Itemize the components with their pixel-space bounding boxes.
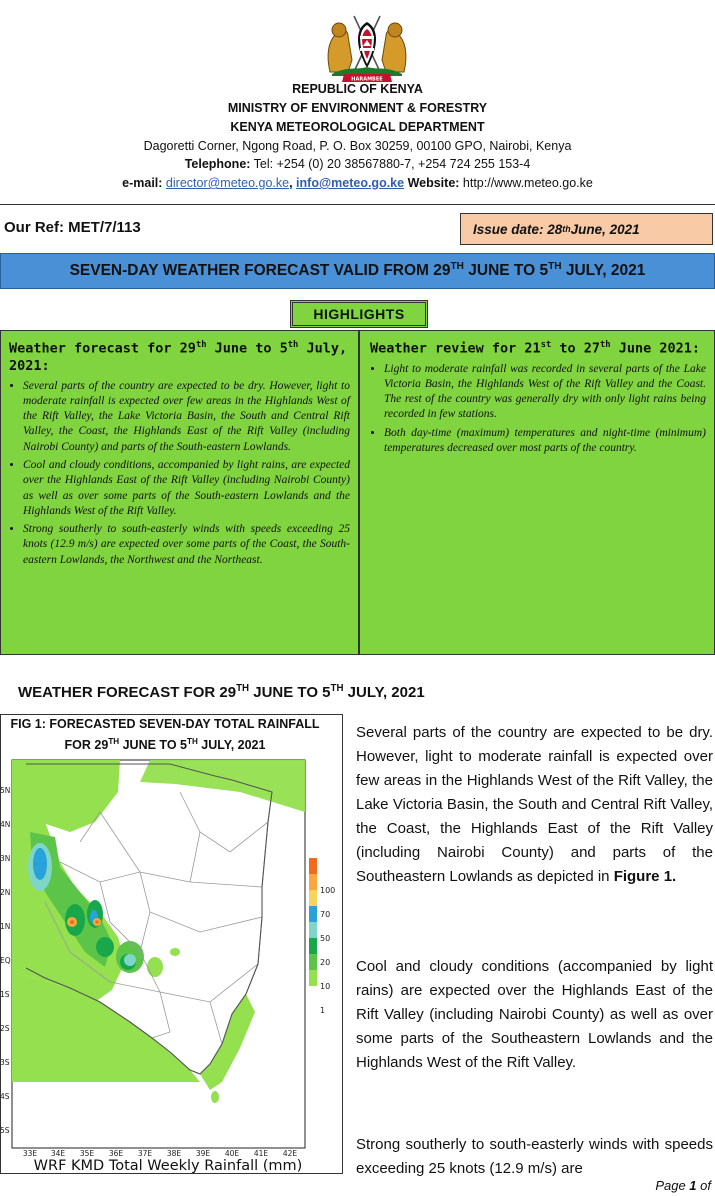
legend-label: 10 xyxy=(320,982,331,991)
lon-label: 36E xyxy=(108,1149,124,1158)
postal-address: Dagoretti Corner, Ngong Road, P. O. Box 30259, 00100 GPO, Nairobi, Kenya xyxy=(143,139,572,153)
rainfall-map xyxy=(0,752,343,1174)
forecast-title-bar xyxy=(0,253,715,289)
email-label: e-mail: xyxy=(122,176,166,190)
forecast-bullet: • Cool and cloudy conditions, accompanied by light rains, are expected over the Highlands East of the Rift Valley (including Nairobi County) as well as over some parts of the South-eastern Lowlands and the Highlands West of the Rift Valley. xyxy=(23,458,350,519)
motto-text: HARAMBEE xyxy=(351,76,383,82)
email-link-info[interactable]: info@meteo.go.ke xyxy=(296,176,405,190)
legend-swatch xyxy=(309,970,317,986)
issue-date-suffix: June, 2021 xyxy=(570,221,640,237)
lat-label: 4N xyxy=(0,820,11,829)
lon-label: 33E xyxy=(22,1149,38,1158)
website-link[interactable]: http://www.meteo.go.ke xyxy=(459,176,593,190)
lat-label: 4S xyxy=(0,1092,10,1101)
lat-label: EQ xyxy=(0,956,11,965)
legend-swatch xyxy=(309,874,317,890)
legend-swatch xyxy=(309,858,317,874)
lat-label: 1N xyxy=(0,922,11,931)
issue-date-sup: th xyxy=(562,224,571,234)
forecast-bullets xyxy=(9,379,350,569)
review-highlights-panel xyxy=(359,330,715,655)
figure-title xyxy=(0,716,330,754)
paragraph-winds: Strong southerly to south-easterly winds with speeds exceeding 25 knots (12.9 m/s) are xyxy=(356,1136,713,1177)
lat-label: 1S xyxy=(0,990,10,999)
review-bullet: • Both day-time (maximum) temperatures and night-time (minimum) temperatures decreased over most parts of the country. xyxy=(384,426,706,457)
lat-label: 3N xyxy=(0,854,11,863)
legend-label: 70 xyxy=(320,910,331,919)
review-bullet: • Light to moderate rainfall was recorded in several parts of the Lake Victoria Basin, the Highlands West of the Rift Valley and the Coast. The rest of the country was generally dry with only light rains being recorded in few stations. xyxy=(384,362,706,423)
legend-swatch xyxy=(309,954,317,970)
legend-swatch xyxy=(309,922,317,938)
lon-label: 37E xyxy=(137,1149,153,1158)
forecast-highlights-panel xyxy=(0,330,359,655)
email-link-director[interactable]: director@meteo.go.ke xyxy=(165,176,290,190)
forecast-bullet: • Several parts of the country are expected to be dry. However, light to moderate rainfall is expected over few areas in the Highlands West of the Rift Valley, the Lake Victoria Basin, the South and Central Rift Valley, the Coast, the Highlands East of the Rift Valley (including Nairobi County) and parts of the South-eastern Lowlands. xyxy=(23,379,350,455)
legend-label: 50 xyxy=(320,934,331,943)
review-bullets xyxy=(370,362,706,457)
website-label: Website: xyxy=(404,176,460,190)
paragraph-cool-conditions: Cool and cloudy conditions (accompanied by light rains) are expected over the Highlands East of the Rift Valley (including Nairobi County) as well as over some parts of the Southeastern Lowlands and the Highlands West of the Rift Valley. xyxy=(356,958,713,1071)
legend-label: 1 xyxy=(320,1006,326,1015)
lon-label: 39E xyxy=(195,1149,211,1158)
telephone-line xyxy=(0,157,715,171)
highlights-label: HIGHLIGHTS xyxy=(290,300,428,328)
paragraph-rainfall: Several parts of the country are expected to be dry. However, light to moderate rainfall is expected over few areas in the Highlands West of the Rift Valley, the Lake Victoria Basin, the South and Central Rift Valley, the Coast, the Highlands East of the Rift Valley (including Nairobi County) and parts of the Southeastern Lowlands as depicted in Figure 1. xyxy=(356,724,713,885)
legend-swatch xyxy=(309,906,317,922)
legend-swatch xyxy=(309,938,317,954)
lon-label: 42E xyxy=(282,1149,298,1158)
lon-label: 41E xyxy=(253,1149,269,1158)
figure-caption: WRF KMD Total Weekly Rainfall (mm) xyxy=(33,1158,303,1174)
lat-label: 5S xyxy=(0,1126,10,1135)
section-heading: WEATHER FORECAST FOR 29TH JUNE TO 5TH JULY, 2021 xyxy=(18,683,425,701)
forecast-panel-title: Weather forecast for 29th June to 5th July, 2021: xyxy=(9,340,348,374)
legend-label: 20 xyxy=(320,958,331,967)
lon-label: 34E xyxy=(50,1149,66,1158)
legend-label: 100 xyxy=(320,886,336,895)
lat-label: 2N xyxy=(0,888,11,897)
forecast-bullet: • Strong southerly to south-easterly winds with speeds exceeding 25 knots (12.9 m/s) are expected over some parts of the Coast, the South-eastern Lowlands, the Northwest and the Northeast. xyxy=(23,522,350,568)
issue-date-text: Issue date: 28 xyxy=(473,221,563,237)
title-text: SEVEN-DAY WEATHER FORECAST VALID FROM 29TH JUNE TO 5TH JULY, 2021 xyxy=(69,261,646,280)
lat-label: 2S xyxy=(0,1024,10,1033)
rainfall-legend xyxy=(309,858,335,1015)
lat-label: 3S xyxy=(0,1058,10,1067)
issue-date-box xyxy=(460,213,713,245)
figure-reference: Figure 1. xyxy=(613,868,677,885)
figure-title-line1: FIG 1: FORECASTED SEVEN-DAY TOTAL RAINFALL xyxy=(10,717,320,731)
country-name: REPUBLIC OF KENYA xyxy=(292,82,423,96)
department-name: KENYA METEOROLOGICAL DEPARTMENT xyxy=(230,120,485,134)
contact-line xyxy=(0,176,715,190)
telephone-label: Telephone: xyxy=(184,157,251,171)
reference-number: Our Ref: MET/7/113 xyxy=(4,219,141,236)
telephone-value: Tel: +254 (0) 20 38567880-7, +254 724 255 153-4 xyxy=(250,157,531,171)
coat-of-arms-logo xyxy=(322,10,412,82)
lon-label: 38E xyxy=(166,1149,182,1158)
review-panel-title: Weather review for 21st to 27th June 2021: xyxy=(370,340,700,357)
ministry-name: MINISTRY OF ENVIRONMENT & FORESTRY xyxy=(227,101,488,115)
lon-label: 35E xyxy=(79,1149,95,1158)
lat-label: 5N xyxy=(0,786,11,795)
legend-swatch xyxy=(309,890,317,906)
figure-title-line2: FOR 29TH JUNE TO 5TH JULY, 2021 xyxy=(64,737,266,753)
comma: , xyxy=(289,176,297,190)
header-divider xyxy=(0,204,715,205)
page-number: Page 1 of xyxy=(655,1178,711,1193)
lon-label: 40E xyxy=(224,1149,240,1158)
